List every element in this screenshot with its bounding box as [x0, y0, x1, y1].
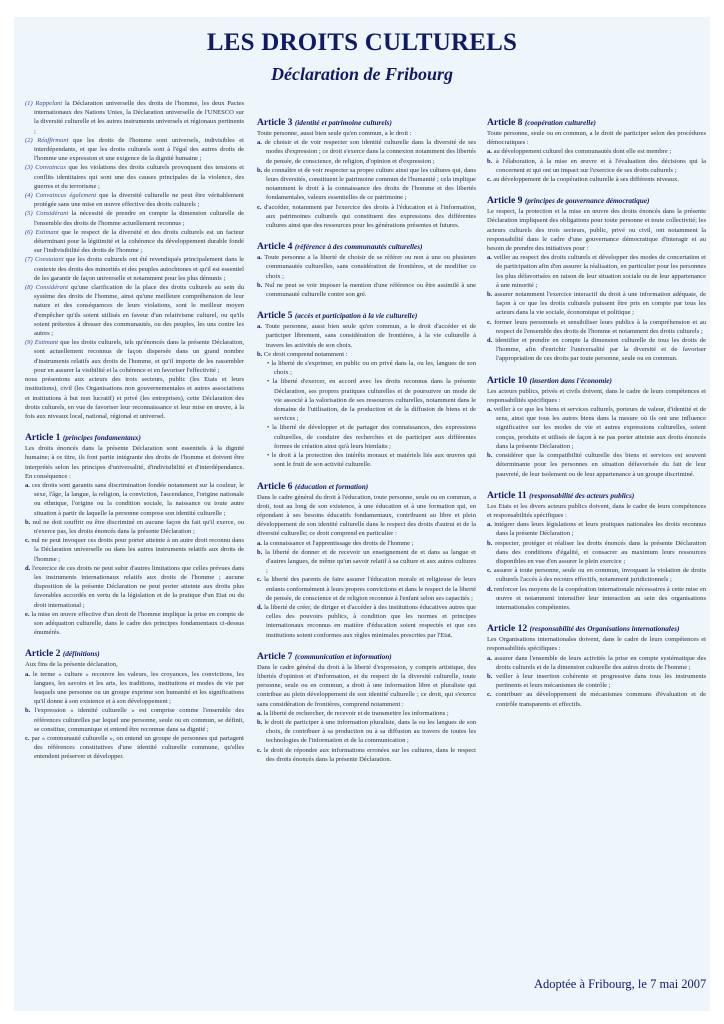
item-letter: d.: [25, 564, 31, 572]
article-item: [487, 290, 706, 318]
preamble-clause: [25, 283, 244, 338]
clause-verb: Réaffirmant: [37, 136, 69, 144]
item-text: par « communauté culturelle », on entend un groupe de personnes qui partagent des références constitutives d'une identité culturelle commune, qu'elles entendent préserver et développer.: [31, 735, 244, 761]
clause-number: (9): [25, 339, 33, 347]
article-lead: Les Etats et les divers acteurs publics doivent, dans le cadre de leurs compétences et responsabilités spécifiques :: [487, 502, 706, 519]
item-letter: b.: [487, 452, 493, 460]
article-title: Article 8: [487, 117, 523, 128]
bullet-icon: •: [267, 452, 272, 460]
item-text: intégrer dans leurs législations et leurs pratiques nationales les droits reconnus dans la présente Déclaration ;: [494, 521, 706, 538]
article-subtitle: (responsabilité des acteurs publics): [529, 490, 635, 500]
clause-number: (5): [25, 210, 33, 218]
preamble-clause: [25, 209, 244, 227]
article-item: [257, 603, 476, 640]
article-12: [487, 623, 706, 709]
item-letter: c.: [257, 203, 262, 211]
article-heading: [257, 310, 476, 321]
item-letter: c.: [25, 735, 30, 742]
item-letter: a.: [257, 539, 262, 547]
article-subtitle: (accès et participation à la vie culturelle): [294, 311, 418, 321]
clause-text: que les violations des droits culturels provoquent des tensions et conflits identitaires qui sont une des causes principales de la violence, des guerres et du terrorisme ;: [34, 164, 244, 190]
item-letter: c.: [487, 567, 492, 575]
clause-number: (3): [25, 164, 33, 172]
article-lead: Les Organisations internationales doivent, dans le cadre de leurs compétences et responsabilités spécifiques :: [487, 636, 706, 653]
item-letter: b.: [257, 718, 263, 726]
article-bullet: [257, 359, 476, 377]
preamble-conclusion: nous présentons aux acteurs des trois secteurs, public (les Etats et leurs institutions), civil (les Organisations non gouvernementales et autres associations et institutions à but non lucratif) et privé (les entreprises), cette Déclaration des droits culturels, en vue de favoriser leur reconnaissance et leur mise en œuvre, à la fois aux niveaux local, national, régional et universel.: [25, 376, 244, 420]
item-text: de connaître et de voir respecter sa propre culture ainsi que les cultures qui, dans leurs diversités, constituent le patrimoine commun de l'humanité ; cela implique notamment le droit à la connaissance des droits de l'homme et des libertés fondamentales, valeurs essentielles de ce patrimoine ;: [264, 166, 477, 202]
item-letter: b.: [257, 350, 263, 358]
bullet-text: le droit à la protection des intérêts moraux et matériels liés aux œuvres qui sont le fruit de son activité culturelle.: [271, 452, 477, 469]
item-letter: c.: [487, 691, 492, 699]
bullet-icon: •: [267, 378, 273, 386]
item-text: contribuer au développement de mécanismes communs d'évaluation et de contrôle transparents et effectifs.: [495, 691, 706, 708]
item-text: à l'élaboration, à la mise en œuvre et à l'évaluation des décisions qui la concernent et qui ont un impact sur l'exercice de ses droits culturels ;: [495, 157, 707, 174]
article-11: [487, 490, 706, 612]
item-text: renforcer les moyens de la coopération internationale nécessaires à cette mise en œuvre et notamment intensifier leur interaction au sein des organisations internationales compétentes.: [494, 585, 706, 611]
item-text: la liberté de donner et de recevoir un enseignement de et dans sa langue et d'autres langues, de même qu'un savoir relatif à sa culture et aux autres cultures ;: [265, 548, 476, 575]
article-heading: [487, 623, 706, 634]
article-item: [25, 670, 244, 707]
clause-number: (4): [25, 192, 33, 200]
item-letter: b.: [487, 291, 493, 299]
clause-verb: Estimant: [35, 228, 59, 236]
item-letter: b.: [487, 539, 493, 547]
article-title: Article 1: [25, 432, 61, 444]
article-9: [487, 195, 706, 363]
clause-text: que les droits culturels, tels qu'énoncés dans la présente Déclaration, sont actuellement reconnus de façon dispersée dans un grand nombre d'instruments relatifs aux droits de l'homme, et qu'il importe de les rassembler pour en assurer la visibilité et la cohérence et en favoriser l'effectivité ;: [34, 339, 244, 374]
article-lead: Le respect, la protection et la mise en œuvre des droits énoncés dans la présente Déclaration impliquent des obligations pour toute personne et toute collectivité; les acteurs culturels des trois secteurs, public, privé ou civil, ont notamment la responsabilité dans le cadre d'une gouvernance démocratique d'interagir et au besoin de prendre des initiatives pour :: [487, 208, 706, 253]
item-text: la liberté de créer, de diriger et d'accéder à des institutions éducatives autres que celles des pouvoirs publics, à condition que les normes et principes internationaux reconnus en matière d'éducation soient respectés et que ces institutions soient conformes aux règles minimales prescrites par l'Etat.: [264, 603, 476, 639]
item-letter: d.: [257, 603, 263, 611]
article-heading: [25, 432, 244, 443]
preamble-clause: [25, 228, 244, 256]
item-letter: d.: [487, 585, 493, 593]
article-item: [487, 690, 706, 708]
clause-verb: Constatant: [34, 256, 64, 264]
article-10: [487, 375, 706, 479]
item-letter: a.: [257, 323, 262, 331]
article-heading: [25, 648, 244, 659]
article-item: [25, 518, 244, 536]
article-item: [257, 548, 476, 576]
article-title: Article 11: [487, 489, 527, 501]
item-text: la liberté des parents de faire assurer l'éducation morale et religieuse de leurs enfants conformément à leurs propres convictions et dans le respect de la liberté de pensée, de conscience et de religion reconnue à l'enfant selon ses capacités ;: [264, 576, 477, 602]
clause-text: que les droits de l'homme sont universels, indivisibles et interdépendants, et que les droits culturels sont à l'égal des autres droits de l'homme une expression et une exigence de la dignité humaine ;: [34, 136, 244, 163]
item-letter: b.: [487, 672, 493, 680]
item-letter: a.: [487, 521, 492, 529]
clause-verb: Convaincus également: [35, 192, 97, 200]
clause-number: (2): [25, 136, 33, 144]
article-subtitle: (responsabilité des Organisations internationales): [529, 624, 680, 634]
article-item: [257, 350, 476, 359]
item-letter: a.: [487, 148, 492, 156]
article-item: [487, 405, 706, 451]
article-title: Article 10: [487, 374, 528, 386]
clause-verb: Convaincus: [35, 164, 67, 172]
article-item: [487, 253, 706, 290]
article-item: [257, 746, 476, 764]
article-heading: [487, 117, 706, 128]
item-text: la liberté de rechercher, de recevoir et de transmettre les informations ;: [263, 709, 449, 717]
article-item: [487, 539, 706, 567]
article-title: Article 5: [257, 310, 293, 322]
clause-verb: Estimant: [34, 339, 59, 347]
article-bullet: [257, 451, 476, 469]
article-subtitle: (éducation et formation): [294, 481, 369, 491]
article-item: [487, 585, 706, 613]
column-3: [487, 117, 706, 709]
article-item: [487, 451, 706, 479]
column-1: [25, 99, 244, 762]
article-subtitle: (communication et information): [294, 651, 392, 661]
article-title: Article 12: [487, 623, 528, 635]
column-1-articles: [25, 432, 244, 762]
preamble-clause: [25, 99, 244, 136]
article-item: [257, 138, 476, 166]
article-heading: [257, 241, 476, 252]
preamble-clause: [25, 338, 244, 375]
clause-number: (6): [25, 228, 33, 236]
adoption-date: Adoptée à Fribourg, le 7 mai 2007: [534, 977, 707, 991]
article-item: [487, 672, 706, 690]
article-item: [487, 336, 706, 364]
clause-number: (7): [25, 256, 33, 264]
article-heading: [487, 490, 706, 501]
clause-verb: Rappelant: [35, 100, 63, 107]
article-item: [487, 654, 706, 672]
item-letter: c.: [257, 576, 262, 584]
item-text: ces droits sont garantis sans discrimination fondée notamment sur la couleur, le sexe, l'âge, la langue, la religion, la conviction, l'ascendance, l'origine nationale ou ethnique, l'origine ou la condition sociale, la naissance ou toute autre situation à partir de laquelle la personne compose son identité culturelle ;: [31, 481, 244, 517]
item-text: le droit de participer à une information pluraliste, dans la ou les langues de son choix, de contribuer à sa production ou à sa diffusion au travers de toutes les technologies de l'information et de la communication ;: [264, 718, 476, 745]
article-heading: [257, 651, 476, 662]
item-text: Toute personne a la liberté de choisir de se référer ou non à une ou plusieurs communautés culturelles, sans considération de frontières, et de modifier ce choix ;: [264, 254, 476, 280]
article-lead: Les droits énoncés dans la présente Déclaration sont essentiels à la dignité humaine; à ce titre, ils font partie intégrante des droits de l'homme et doivent être interprétés selon les principes d'universalité, d'indivisibilité et d'interdépendance. En conséquence :: [25, 445, 244, 480]
item-letter: a.: [487, 406, 492, 414]
item-text: respecter, protéger et réaliser les droits énoncés dans la présente Déclaration dans des conditions d'égalité, et consacrer au maximum leurs ressources disponibles en vue d'en assurer le plein exercice ;: [495, 539, 706, 565]
article-item: [25, 734, 244, 762]
article-heading: [257, 481, 476, 492]
article-bullet: [257, 377, 476, 423]
article-lead: Toute personne, seule ou en commun, a le droit de participer selon des procédures démocratiques :: [487, 130, 706, 147]
item-letter: c.: [257, 746, 262, 754]
item-letter: e.: [25, 610, 30, 618]
item-text: de choisir et de voir respecter son identité culturelle dans la diversité de ses modes d'expression ; ce droit s'exerce dans la connexion notamment des libertés de pensée, de conscience, de religion, d'opinion et d'expression ;: [264, 139, 477, 165]
item-text: assurer à toute personne, seule ou en commun, invoquant la violation de droits culturels l'accès à des recours effectifs, notamment juridictionnels ;: [493, 567, 706, 584]
article-item: [25, 536, 244, 564]
item-letter: a.: [257, 709, 262, 717]
item-text: la mise en œuvre effective d'un droit de l'homme implique la prise en compte de son adéquation culturelle, dans le cadre des principes fondamentaux ci-dessus énumérés.: [31, 610, 245, 637]
article-lead: Aux fins de la présente déclaration,: [25, 661, 118, 669]
item-text: Ce droit comprend notamment :: [263, 350, 348, 358]
item-text: assurer notamment l'exercice interactif du droit à une information adéquate, de façon à ce que les droits culturels puissent être pris en compte par tous les acteurs dans la vie sociale, économique et politique ;: [494, 291, 706, 317]
article-subtitle: (définitions): [62, 649, 100, 659]
item-text: nul ne peut invoquer ces droits pour porter atteinte à un autre droit reconnu dans la Déclaration universelle ou dans les autres instruments relatifs aux droits de l'homme ;: [31, 537, 245, 563]
article-item: [25, 481, 244, 518]
article-subtitle: (identité et patrimoine culturels): [294, 118, 392, 127]
clause-verb: Considérant: [35, 284, 69, 292]
article-7: [257, 651, 476, 764]
article-bullet: [257, 423, 476, 451]
article-item: [257, 539, 476, 548]
item-text: veiller au respect des droits culturels et développer des modes de concertation et de participation afin d'en assurer la réalisation, en particulier pour les personnes les plus défavorisées en raison de leur situation sociale ou de leur appartenance à une minorité ;: [493, 254, 706, 289]
item-text: l'expression « identité culturelle » est comprise comme l'ensemble des références culturelles par lequel une personne, seule ou en commun, se définit, se constitue, communique et entend être reconnue dans sa dignité ;: [34, 707, 244, 733]
item-text: considérer que la compatibilité culturelle des biens et services est souvent déterminante pour les personnes en situation défavorisée du fait de leur pauvreté, de leur isolement ou de leur appartenance à un groupe discriminé.: [495, 452, 706, 478]
article-subtitle: (coopération culturelle): [524, 118, 596, 127]
article-item: [257, 281, 476, 299]
page-title: LES DROITS CULTURELS: [206, 29, 518, 56]
article-heading: [487, 375, 706, 386]
item-text: former leurs personnels et sensibiliser leurs publics à la compréhension et au respect de l'ensemble des droits de l'homme et notamment des droits culturels ;: [494, 318, 706, 335]
article-item: [257, 709, 476, 718]
article-subtitle: (référence à des communautés culturelles): [294, 242, 423, 252]
item-text: le terme « culture » recouvre les valeurs, les croyances, les convictions, les langues, les savoirs et les arts, les traditions, institutions et modes de vie par lesquels une personne ou un groupe exprime son humanité et les significations qu'il donne à son existence et à son développement ;: [32, 670, 244, 706]
article-title: Article 7: [257, 650, 293, 662]
article-lead: Toute personne, aussi bien seule qu'en commun, a le droit :: [257, 130, 412, 137]
article-heading: [487, 195, 706, 206]
item-text: d'accéder, notamment par l'exercice des droits à l'éducation et à l'information, aux patrimoines culturels qui constituent des expressions des différentes cultures ainsi que des ressources pour les générations présentes et futures.: [264, 203, 477, 230]
item-text: l'exercice de ces droits ne peut subir d'autres limitations que celles prévues dans les instruments internationaux relatifs aux droits de l'homme ; aucune disposition de la présente Déclaration ne peut porter atteinte aux droits plus favorables accordés en vertu de la législation et de la pratique d'un Etat ou du droit international ;: [32, 564, 244, 609]
article-item: [257, 718, 476, 746]
page-subtitle: Déclaration de Fribourg: [270, 64, 453, 84]
article-title: Article 2: [25, 648, 61, 660]
item-text: au développement de la coopération culturelle à ses différents niveaux.: [493, 176, 679, 184]
article-8: [487, 117, 706, 184]
article-item: [25, 610, 244, 638]
declaration-page: [14, 17, 710, 1011]
article-6: [257, 481, 476, 640]
article-heading: [257, 117, 476, 128]
preamble-clause: [25, 255, 244, 283]
item-letter: c.: [487, 176, 492, 184]
preamble: [25, 99, 244, 375]
clause-verb: Considérant: [35, 210, 69, 218]
item-letter: c.: [25, 537, 30, 545]
article-item: [487, 566, 706, 584]
article-item: [257, 575, 476, 603]
item-text: au développement culturel des communautés dont elle est membre ;: [493, 148, 672, 156]
article-title: Article 4: [257, 241, 293, 253]
article-item: [25, 706, 244, 734]
bullet-icon: •: [267, 360, 272, 368]
article-item: [487, 175, 706, 184]
clause-text: qu'une clarification de la place des droits culturels au sein du système des droits de l'homme, ainsi qu'une meilleure compréhension de leur nature et des conséquences de leurs violations, sont le meilleur moyen d'empêcher qu'ils soient utilisés en faveur d'un relativisme culturel, ou qu'ils soient prétextes à dresser des communautés, ou des peuples, les uns contre les autres ;: [34, 284, 244, 338]
item-letter: b.: [25, 707, 31, 715]
item-letter: a.: [25, 481, 30, 489]
clause-text: la nécessité de prendre en compte la dimension culturelle de l'ensemble des droits de l'homme actuellement reconnus ;: [34, 210, 245, 227]
article-1: [25, 432, 244, 637]
item-letter: c.: [487, 318, 492, 326]
article-subtitle: (principes de gouvernance démocratique): [524, 196, 650, 206]
article-title: Article 3: [257, 117, 293, 128]
item-letter: b.: [487, 157, 493, 165]
bullet-icon: •: [267, 424, 273, 432]
clause-text: que le respect de la diversité et des droits culturels est un facteur déterminant pour la légitimité et la cohérence du développement durable fondé sur l'indivisibilité des droits de l'homme ;: [34, 228, 245, 255]
item-letter: d.: [487, 337, 493, 345]
article-subtitle: (insertion dans l'économie): [529, 375, 612, 385]
item-letter: a.: [487, 654, 492, 662]
item-text: veiller à ce que les biens et services culturels, porteurs de valeur, d'identité et de sens, ainsi que tous les autres biens dans la mesure où ils ont une influence significative sur les modes de vie et autres expressions culturelles, soient conçus, produits et utilisés de façon à ne pas porter atteinte aux droits énoncés dans la présente Déclaration ;: [493, 406, 707, 450]
item-text: Nul ne peut se voir imposer la mention d'une référence ou être assimilé à une communauté culturelle contre son gré.: [264, 281, 476, 299]
article-lead: Les acteurs publics, privés et civils doivent, dans le cadre de leurs compétences et responsabilités spécifiques :: [487, 387, 706, 404]
article-3: [257, 117, 476, 230]
article-title: Article 9: [487, 195, 523, 207]
preamble-clause: [25, 163, 244, 191]
item-letter: b.: [257, 548, 263, 556]
article-item: [25, 564, 244, 610]
item-text: nul ne doit souffrir ou être discriminé en aucune façon du fait qu'il exerce, ou n'exerce pas, les droits énoncés dans la présente Déclaration ;: [32, 518, 244, 535]
article-subtitle: (principes fondamentaux): [62, 433, 141, 443]
item-letter: a.: [487, 254, 492, 262]
item-letter: b.: [257, 281, 263, 289]
clause-text: la Déclaration universelle des droits de l'homme, les deux Pactes internationaux des Nations Unies, la Déclaration universelle de l'UNESCO sur la diversité culturelle et les autres instruments universels et régionaux pertinents ;: [34, 100, 244, 135]
item-text: le droit de répondre aux informations erronées sur les cultures, dans le respect des droits énoncés dans la présente Déclaration.: [263, 746, 477, 763]
preamble-clause: [25, 191, 244, 209]
article-item: [257, 322, 476, 350]
article-lead: Dans le cadre général du droit à l'éducation, toute personne, seule ou en commun, a droit, tout au long de son existence, à une éducation et à une formation qui, en répondant à ses besoins éducatifs fondamentaux, contribuent au libre et plein développement de son identité culturelle dans le respect des droits d'autrui et de la diversité culturelle; ce droit comprend en particulier :: [257, 493, 476, 538]
column-2: [257, 117, 476, 764]
item-letter: a.: [257, 139, 262, 147]
article-item: [257, 166, 476, 203]
article-title: Article 6: [257, 480, 293, 492]
article-item: [257, 203, 476, 231]
item-text: la connaissance et l'apprentissage des droits de l'homme ;: [263, 539, 414, 547]
item-letter: a.: [25, 670, 30, 678]
clause-text: que la diversité culturelle ne peut être véritablement protégée sans une mise en œuvre effective des droits culturels ;: [34, 192, 244, 209]
bullet-text: la liberté de développer et de partager des connaissances, des expressions culturelles, de conduire des recherches et de participer aux différentes formes de création ainsi qu'à leurs bienfaits ;: [272, 424, 476, 450]
clause-text: que les droits culturels ont été revendiqués principalement dans le contexte des droits des minorités et des peuples autochtones et qu'il est essentiel de les garantir de façon universelle et notamment pour les plus démunis ;: [34, 256, 245, 282]
item-letter: a.: [257, 254, 262, 262]
clause-number: (1): [25, 100, 33, 107]
bullet-text: la liberté d'exercer, en accord avec les droits reconnus dans la présente Déclaration, ses propres pratiques culturelles et de poursuivre un mode de vie associé à la valorisation de ses ressources culturelles, notamment dans le domaine de l'utilisation, de la production et de la diffusion de biens et de services ;: [272, 378, 476, 423]
item-text: identifier et prendre en compte la dimension culturelle de tous les droits de l'homme, afin d'enrichir l'universalité par la diversité et de favoriser l'appropriation de ces droits par toute personne, seule ou en commun.: [495, 337, 706, 363]
article-item: [487, 147, 706, 156]
article-item: [487, 520, 706, 538]
article-5: [257, 310, 476, 469]
article-item: [487, 157, 706, 175]
article-4: [257, 241, 476, 299]
item-text: Toute personne, aussi bien seule qu'en commun, a le droit d'accéder et de participer librement, sans considération de frontières, à la vie culturelle à travers les activités de son choix.: [265, 323, 476, 349]
clause-number: (8): [25, 284, 33, 292]
article-2: [25, 648, 244, 761]
item-letter: b.: [257, 166, 263, 174]
article-item: [487, 318, 706, 336]
item-text: veiller à leur insertion cohérente et progressive dans tous les instruments pertinents et leurs mécanismes de contrôle ;: [495, 672, 707, 690]
item-text: assurer dans l'ensemble de leurs activités la prise en compte systématique des droits culturels et de la dimension culturelle des autres droits de l'homme ;: [494, 654, 707, 671]
article-item: [257, 253, 476, 281]
bullet-text: la liberté de s'exprimer, en public ou en privé dans la, ou les, langues de son choix ;: [271, 360, 476, 377]
preamble-clause: [25, 136, 244, 164]
article-lead: Dans le cadre général du droit à la liberté d'expression, y compris artistique, des libertés d'opinion et d'information, et du respect de la diversité culturelle, toute personne, seule ou en commun, a droit à une information libre et pluraliste qui contribue au plein développement de son identité culturelle ; ce droit, qui s'exerce sans considération de frontières, comprend notamment :: [257, 663, 476, 708]
item-letter: b.: [25, 518, 31, 526]
